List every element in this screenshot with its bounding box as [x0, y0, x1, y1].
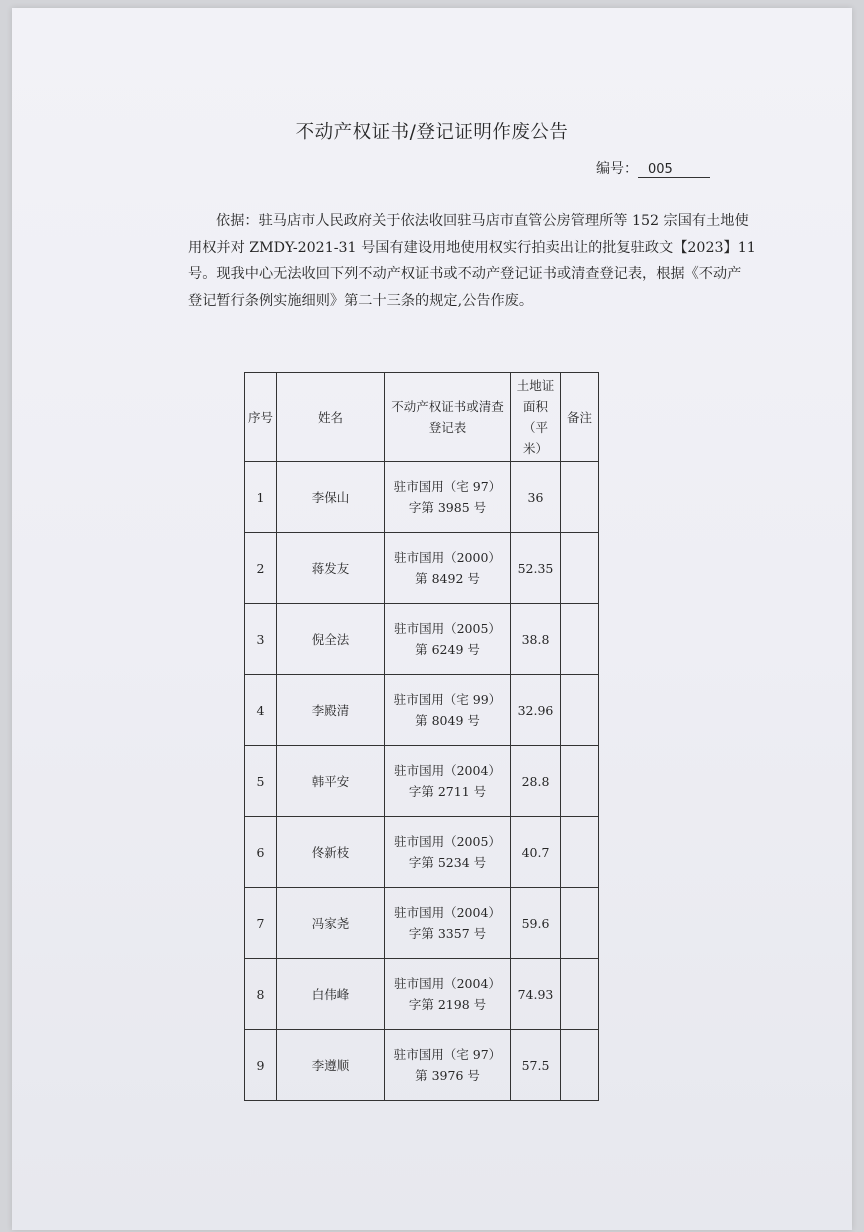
- header-area: 土地证面积（平米）: [511, 373, 561, 462]
- cell-note: [561, 604, 599, 675]
- table-row: [245, 533, 599, 604]
- cell-area: 36: [511, 462, 561, 533]
- cell-area: 40.7: [511, 817, 561, 888]
- cell-seq: 2: [245, 533, 277, 604]
- cell-area: 38.8: [511, 604, 561, 675]
- cell-note: [561, 462, 599, 533]
- table-header-row: [245, 373, 599, 462]
- cell-area: 28.8: [511, 746, 561, 817]
- cell-cert: 驻市国用（2005）第 6249 号: [385, 604, 511, 675]
- cell-seq: 6: [245, 817, 277, 888]
- cell-cert: 驻市国用（2000）第 8492 号: [385, 533, 511, 604]
- cell-name: 李保山: [277, 462, 385, 533]
- table-row: [245, 604, 599, 675]
- cell-cert: 驻市国用（宅 99）第 8049 号: [385, 675, 511, 746]
- cell-note: [561, 888, 599, 959]
- cell-name: 李殿清: [277, 675, 385, 746]
- cell-note: [561, 1030, 599, 1101]
- header-name: 姓名: [277, 373, 385, 462]
- cell-name: 佟新枝: [277, 817, 385, 888]
- cell-seq: 7: [245, 888, 277, 959]
- document-number-label: 编号：: [596, 161, 638, 177]
- cell-seq: 4: [245, 675, 277, 746]
- cell-name: 韩平安: [277, 746, 385, 817]
- table-row: [245, 1030, 599, 1101]
- cell-name: 冯家尧: [277, 888, 385, 959]
- basis-line: 号。现我中心无法收回下列不动产权证书或不动产登记证书或清查登记表，根据《不动产: [188, 266, 742, 282]
- cell-name: 白伟峰: [277, 959, 385, 1030]
- cell-seq: 9: [245, 1030, 277, 1101]
- cell-note: [561, 817, 599, 888]
- cell-cert: 驻市国用（2004）字第 2198 号: [385, 959, 511, 1030]
- document-title: 不动产权证书/登记证明作废公告: [295, 122, 569, 143]
- cell-area: 59.6: [511, 888, 561, 959]
- document-number: [596, 158, 710, 178]
- cell-seq: 3: [245, 604, 277, 675]
- cell-note: [561, 675, 599, 746]
- basis-paragraph: [162, 208, 756, 314]
- cell-cert: 驻市国用（宅 97）第 3976 号: [385, 1030, 511, 1101]
- cell-note: [561, 959, 599, 1030]
- cell-note: [561, 533, 599, 604]
- table-row: [245, 888, 599, 959]
- void-certificates-table: [244, 372, 599, 1101]
- header-cert: 不动产权证书或清查登记表: [385, 373, 511, 462]
- table-row: [245, 675, 599, 746]
- cell-area: 32.96: [511, 675, 561, 746]
- cell-area: 52.35: [511, 533, 561, 604]
- cell-seq: 5: [245, 746, 277, 817]
- table-body: [245, 462, 599, 1101]
- header-seq: 序号: [245, 373, 277, 462]
- cell-seq: 8: [245, 959, 277, 1030]
- cell-name: 倪全法: [277, 604, 385, 675]
- table-row: [245, 746, 599, 817]
- cell-area: 57.5: [511, 1030, 561, 1101]
- cell-area: 74.93: [511, 959, 561, 1030]
- document-number-value: 005: [638, 162, 710, 178]
- cell-cert: 驻市国用（2004）字第 2711 号: [385, 746, 511, 817]
- table-row: [245, 959, 599, 1030]
- cell-cert: 驻市国用（2004）字第 3357 号: [385, 888, 511, 959]
- cell-cert: 驻市国用（宅 97）字第 3985 号: [385, 462, 511, 533]
- header-note: 备注: [561, 373, 599, 462]
- table-row: [245, 817, 599, 888]
- cell-name: 李遵顺: [277, 1030, 385, 1101]
- cell-cert: 驻市国用（2005）字第 5234 号: [385, 817, 511, 888]
- basis-line: 用权并对 ZMDY-2021-31 号国有建设用地使用权实行拍卖出让的批复驻政文【2023】11: [188, 239, 756, 256]
- cell-note: [561, 746, 599, 817]
- basis-line: 登记暂行条例实施细则》第二十三条的规定,公告作废。: [188, 292, 534, 309]
- basis-line: 依据：驻马店市人民政府关于依法收回驻马店市直管公房管理所等 152 宗国有土地使: [216, 213, 749, 229]
- cell-seq: 1: [245, 462, 277, 533]
- cell-name: 蒋发友: [277, 533, 385, 604]
- table-row: [245, 462, 599, 533]
